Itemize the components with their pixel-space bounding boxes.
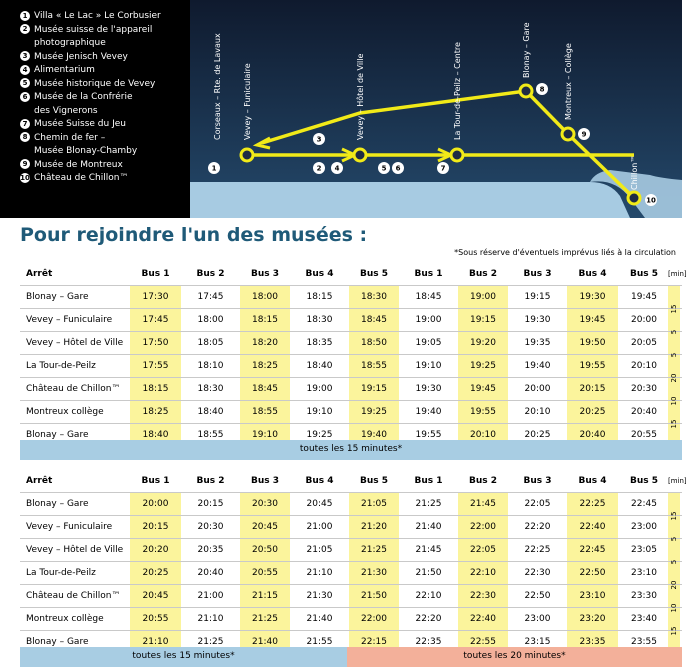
table-row — [20, 373, 682, 400]
departure-time: 19:10 — [252, 430, 278, 440]
departure-time: 19:30 — [415, 384, 442, 394]
departure-time: 21:30 — [361, 568, 387, 578]
departure-time: 21:25 — [252, 614, 278, 624]
departure-time: 18:20 — [252, 338, 278, 348]
legend-label: Musée Jenisch Vevey — [34, 51, 128, 62]
departure-time: 18:45 — [415, 292, 442, 302]
departure-time: 22:45 — [631, 499, 657, 509]
legend-number-badge: 9 — [20, 159, 30, 169]
departure-time: 20:00 — [142, 499, 169, 509]
departure-time: 20:00 — [631, 315, 657, 325]
travel-minutes: 15 — [670, 511, 678, 521]
departure-time: 19:15 — [361, 384, 387, 394]
table-row — [20, 329, 682, 354]
departure-time: 20:45 — [252, 522, 278, 532]
departure-time: 18:55 — [252, 407, 278, 417]
departure-time: 20:50 — [252, 545, 278, 555]
departure-time: 18:30 — [306, 315, 333, 325]
departure-time: 19:00 — [470, 292, 496, 302]
column-header: Bus 2 — [196, 269, 225, 279]
table-row — [20, 304, 682, 331]
column-header: Bus 4 — [305, 269, 334, 279]
departure-time: 22:30 — [470, 591, 496, 601]
stop-name: Château de Chillon™ — [26, 591, 121, 601]
departure-time: 23:00 — [524, 614, 551, 624]
marker-10 — [645, 194, 657, 206]
departure-time: 21:50 — [361, 591, 387, 601]
table-row — [20, 603, 682, 630]
svg-text:9: 9 — [581, 130, 587, 139]
departure-time: 22:10 — [470, 568, 496, 578]
departure-time: 20:30 — [631, 384, 657, 394]
departure-time: 20:30 — [252, 499, 278, 509]
marker-9 — [578, 128, 590, 140]
departure-time: 21:55 — [306, 637, 333, 647]
departure-time: 19:10 — [415, 361, 442, 371]
table-row — [20, 493, 682, 515]
departure-time: 20:55 — [631, 430, 657, 440]
map-label-hotel-de-ville: Vevey – Hôtel de Ville — [356, 53, 365, 140]
legend-item — [20, 145, 137, 158]
svg-text:3: 3 — [316, 135, 322, 144]
departure-time: 17:30 — [142, 292, 169, 302]
departure-time: 21:15 — [252, 591, 278, 601]
stop-name: Blonay – Gare — [26, 637, 89, 647]
departure-time: 19:25 — [470, 361, 496, 371]
departure-time: 22:25 — [524, 545, 551, 555]
departure-time: 21:10 — [306, 568, 333, 578]
departure-time: 22:40 — [470, 614, 496, 624]
column-header: [min] — [668, 477, 687, 485]
frequency-banner-20: toutes les 20 minutes* — [347, 647, 682, 667]
departure-time: 19:45 — [470, 384, 496, 394]
departure-time: 21:45 — [470, 499, 496, 509]
legend-item — [20, 24, 152, 37]
marker-7 — [437, 162, 449, 174]
svg-text:8: 8 — [539, 85, 545, 94]
column-header: Bus 3 — [523, 269, 552, 279]
travel-minutes: 5 — [670, 559, 678, 565]
legend-label: Musée suisse de l'appareil — [34, 24, 153, 35]
departure-time: 20:55 — [252, 568, 278, 578]
legend-number-badge: 7 — [20, 119, 30, 129]
marker-5 — [378, 162, 390, 174]
stop-name: Montreux collège — [26, 614, 104, 624]
departure-time: 19:50 — [579, 338, 606, 348]
legend-item — [20, 78, 155, 91]
departure-time: 18:40 — [306, 361, 333, 371]
legend-number-badge: 3 — [20, 51, 30, 61]
departure-time: 21:30 — [306, 591, 333, 601]
column-header: [min] — [668, 270, 687, 278]
stop-chillon — [628, 192, 640, 204]
legend-label: Château de Chillon™ — [34, 173, 129, 183]
table-row — [20, 511, 682, 538]
traffic-note: *Sous réserve d'éventuels imprévus liés à la circulation — [454, 248, 676, 257]
legend-item — [20, 64, 95, 77]
legend-item — [20, 132, 105, 145]
stop-name: Blonay – Gare — [26, 292, 89, 302]
travel-minutes: 5 — [670, 329, 678, 335]
column-header: Bus 5 — [359, 476, 389, 486]
svg-text:5: 5 — [381, 164, 387, 173]
departure-time: 20:40 — [197, 568, 224, 578]
departure-time: 20:40 — [579, 430, 606, 440]
departure-time: 18:45 — [252, 384, 278, 394]
table-row — [20, 559, 682, 584]
svg-text:2: 2 — [316, 164, 322, 173]
column-header: Bus 5 — [629, 269, 659, 279]
stop-name: Vevey – Hôtel de Ville — [26, 338, 124, 348]
marker-1 — [208, 162, 220, 174]
departure-time: 19:25 — [361, 407, 387, 417]
column-header: Arrêt — [26, 269, 53, 279]
departure-time: 23:05 — [631, 545, 657, 555]
map-label-blonay: Blonay – Gare — [522, 22, 531, 78]
legend-item — [20, 105, 98, 118]
legend-label: Alimentarium — [34, 65, 95, 75]
departure-time: 18:40 — [142, 430, 169, 440]
column-header: Bus 1 — [141, 269, 170, 279]
column-header: Bus 4 — [578, 269, 607, 279]
legend-label: Villa « Le Lac » Le Corbusier — [34, 11, 161, 21]
stop-funiculaire — [241, 149, 253, 161]
column-header: Bus 2 — [468, 476, 498, 486]
legend-label: Musée de Montreux — [34, 159, 123, 170]
departure-time: 21:05 — [361, 499, 387, 509]
legend-number-badge: 2 — [20, 24, 30, 34]
table-row — [20, 352, 682, 377]
lake-shape — [190, 182, 630, 218]
legend-label: Musée de la Confrérie — [34, 92, 133, 102]
legend-item — [20, 37, 106, 50]
departure-time: 19:25 — [306, 430, 333, 440]
departure-time: 22:50 — [524, 591, 551, 601]
departure-time: 19:40 — [524, 361, 551, 371]
stop-montreux — [562, 128, 574, 140]
legend-label: Musée historique de Vevey — [34, 78, 156, 89]
departure-time: 20:40 — [631, 407, 657, 417]
departure-time: 19:20 — [470, 338, 496, 348]
departure-time: 19:45 — [631, 292, 657, 302]
departure-time: 21:40 — [415, 522, 442, 532]
departure-time: 22:05 — [470, 545, 496, 555]
legend-item — [20, 10, 161, 23]
departure-time: 20:15 — [142, 522, 169, 532]
travel-minutes: 15 — [670, 626, 678, 636]
departure-time: 23:55 — [631, 637, 657, 647]
legend-item — [20, 51, 128, 64]
table-header-row — [20, 263, 687, 285]
legend-number-badge: 10 — [20, 173, 30, 182]
departure-time: 20:15 — [197, 499, 224, 509]
column-header: Arrêt — [26, 476, 53, 486]
legend-label: photographique — [34, 38, 106, 48]
departure-time: 21:25 — [197, 637, 224, 647]
departure-time: 20:30 — [197, 522, 224, 532]
stop-name: Vevey – Funiculaire — [26, 522, 113, 532]
departure-time: 20:15 — [579, 384, 606, 394]
svg-text:4: 4 — [334, 164, 340, 173]
travel-minutes: 10 — [670, 603, 678, 613]
departure-time: 21:40 — [252, 637, 278, 647]
departure-time: 19:00 — [306, 384, 333, 394]
travel-minutes: 15 — [670, 419, 678, 429]
departure-time: 18:15 — [306, 292, 333, 302]
legend-label: Musée Suisse du Jeu — [34, 119, 126, 129]
departure-time: 23:30 — [631, 591, 657, 601]
stop-name: La Tour-de-Peilz — [26, 361, 96, 371]
departure-time: 22:05 — [524, 499, 551, 509]
departure-time: 22:55 — [470, 637, 496, 647]
column-header: Bus 3 — [250, 269, 280, 279]
departure-time: 19:40 — [361, 430, 387, 440]
departure-time: 18:35 — [306, 338, 333, 348]
travel-minutes: 20 — [670, 373, 678, 383]
departure-time: 22:10 — [415, 591, 442, 601]
departure-time: 19:15 — [470, 315, 496, 325]
marker-4 — [331, 162, 343, 174]
departure-time: 22:00 — [470, 522, 496, 532]
departure-time: 23:00 — [631, 522, 657, 532]
departure-time: 17:55 — [142, 361, 169, 371]
map-label-funiculaire: Vevey – Funiculaire — [243, 63, 252, 140]
departure-time: 20:20 — [142, 545, 169, 555]
departure-time: 18:50 — [361, 338, 387, 348]
departure-time: 19:35 — [524, 338, 551, 348]
departure-time: 21:00 — [306, 522, 333, 532]
departure-time: 19:15 — [524, 292, 551, 302]
departure-time: 21:20 — [361, 522, 387, 532]
legend-number-badge: 8 — [20, 132, 30, 142]
museum-legend — [0, 0, 190, 218]
table-row — [20, 286, 682, 308]
departure-time: 22:00 — [361, 614, 387, 624]
departure-time: 20:10 — [524, 407, 551, 417]
travel-minutes: 5 — [670, 352, 678, 358]
map-label-corseaux: Corseaux – Rte. de Lavaux — [213, 33, 222, 140]
travel-minutes — [663, 487, 685, 499]
departure-time: 19:30 — [524, 315, 551, 325]
column-header: Bus 3 — [250, 476, 280, 486]
departure-time: 20:25 — [142, 568, 169, 578]
departure-time: 20:45 — [306, 499, 333, 509]
column-header: Bus 1 — [414, 269, 443, 279]
departure-time: 20:00 — [524, 384, 551, 394]
map-label-chillon: Chillon™ — [630, 154, 639, 190]
column-header: Bus 4 — [578, 476, 607, 486]
departure-time: 23:10 — [631, 568, 657, 578]
departure-time: 20:35 — [197, 545, 224, 555]
table-header-row — [20, 470, 687, 492]
departure-time: 22:15 — [361, 637, 387, 647]
departure-time: 18:45 — [361, 315, 387, 325]
departure-time: 23:10 — [579, 591, 606, 601]
legend-item — [20, 172, 128, 185]
departure-time: 18:40 — [197, 407, 224, 417]
table-row — [20, 396, 682, 423]
departure-time: 22:20 — [415, 614, 442, 624]
departure-time: 20:10 — [470, 430, 496, 440]
legend-label: Chemin de fer – — [34, 132, 106, 143]
departure-time: 19:40 — [415, 407, 442, 417]
departure-time: 22:45 — [579, 545, 606, 555]
departure-time: 21:00 — [197, 591, 224, 601]
legend-number-badge: 4 — [20, 65, 30, 75]
legend-label: Musée Blonay-Chamby — [34, 146, 138, 156]
column-header: Bus 2 — [196, 476, 225, 486]
departure-time: 22:50 — [579, 568, 606, 578]
marker-8 — [536, 83, 548, 95]
page-title: Pour rejoindre l'un des musées : — [20, 224, 368, 246]
departure-time: 18:25 — [252, 361, 278, 371]
stop-name: Château de Chillon™ — [26, 384, 121, 394]
departure-time: 18:05 — [197, 338, 224, 348]
column-header: Bus 4 — [305, 476, 334, 486]
departure-time: 19:55 — [579, 361, 606, 371]
departure-time: 19:55 — [415, 430, 442, 440]
departure-time: 18:25 — [142, 407, 169, 417]
departure-time: 20:25 — [524, 430, 551, 440]
departure-time: 19:05 — [415, 338, 442, 348]
departure-time: 22:40 — [579, 522, 606, 532]
departure-time: 21:10 — [142, 637, 169, 647]
svg-text:10: 10 — [646, 196, 656, 205]
departure-time: 18:15 — [142, 384, 169, 394]
travel-minutes: 10 — [670, 396, 678, 406]
svg-text:1: 1 — [211, 164, 217, 173]
departure-time: 21:25 — [361, 545, 387, 555]
departure-time: 20:45 — [142, 591, 169, 601]
column-header: Bus 2 — [468, 269, 498, 279]
legend-label: des Vignerons — [34, 105, 98, 116]
departure-time: 23:40 — [631, 614, 657, 624]
departure-time: 18:10 — [197, 361, 224, 371]
departure-time: 23:15 — [524, 637, 551, 647]
table-row — [20, 580, 682, 607]
departure-time: 18:15 — [252, 315, 278, 325]
departure-time: 22:20 — [524, 522, 551, 532]
departure-time: 20:10 — [631, 361, 657, 371]
route-map-svg — [190, 0, 682, 218]
departure-time: 22:35 — [415, 637, 442, 647]
svg-text:7: 7 — [440, 164, 446, 173]
departure-time: 23:20 — [579, 614, 606, 624]
travel-minutes: 5 — [670, 536, 678, 542]
departure-time: 23:35 — [579, 637, 606, 647]
marker-6 — [392, 162, 404, 174]
departure-time: 21:25 — [415, 499, 442, 509]
departure-time: 21:10 — [197, 614, 224, 624]
departure-time: 18:30 — [361, 292, 387, 302]
departure-time: 22:25 — [579, 499, 606, 509]
departure-time: 17:50 — [142, 338, 169, 348]
frequency-banner-15-evening: toutes les 15 minutes* — [20, 647, 347, 667]
departure-time: 18:55 — [197, 430, 224, 440]
departure-time: 19:10 — [306, 407, 333, 417]
column-header: Bus 1 — [414, 476, 443, 486]
departure-time: 20:05 — [631, 338, 657, 348]
departure-time: 19:45 — [579, 315, 606, 325]
legend-item — [20, 118, 126, 131]
departure-time: 19:55 — [470, 407, 496, 417]
departure-time: 19:30 — [579, 292, 606, 302]
legend-number-badge: 1 — [20, 11, 30, 21]
stop-tour-de-peilz — [451, 149, 463, 161]
map-label-tour-de-peilz: La Tour-de-Peilz – Centre — [453, 42, 462, 140]
departure-time: 17:45 — [142, 315, 169, 325]
stop-blonay — [520, 85, 532, 97]
legend-item — [20, 159, 123, 172]
travel-minutes: 20 — [670, 580, 678, 590]
legend-item — [20, 91, 133, 104]
map-label-montreux: Montreux – Collège — [564, 43, 573, 120]
column-header: Bus 5 — [359, 269, 389, 279]
marker-2 — [313, 162, 325, 174]
departure-time: 21:40 — [306, 614, 333, 624]
legend-number-badge: 5 — [20, 78, 30, 88]
stop-name: Blonay – Gare — [26, 499, 89, 509]
column-header: Bus 3 — [523, 476, 552, 486]
departure-time: 18:30 — [197, 384, 224, 394]
departure-time: 20:55 — [142, 614, 169, 624]
departure-time: 21:50 — [415, 568, 442, 578]
stop-name: Montreux collège — [26, 407, 104, 417]
departure-time: 20:25 — [579, 407, 606, 417]
svg-text:6: 6 — [395, 164, 401, 173]
stop-name: Vevey – Funiculaire — [26, 315, 113, 325]
departure-time: 17:45 — [197, 292, 224, 302]
legend-number-badge: 6 — [20, 92, 30, 102]
travel-minutes — [663, 280, 685, 292]
stop-name: La Tour-de-Peilz — [26, 568, 96, 578]
stop-name: Blonay – Gare — [26, 430, 89, 440]
stop-name: Vevey – Hôtel de Ville — [26, 545, 124, 555]
table-row — [20, 536, 682, 561]
column-header: Bus 1 — [141, 476, 170, 486]
column-header: Bus 5 — [629, 476, 659, 486]
marker-3 — [313, 133, 325, 145]
frequency-banner-15: toutes les 15 minutes* — [20, 440, 682, 460]
departure-time: 18:00 — [252, 292, 278, 302]
departure-time: 21:45 — [415, 545, 442, 555]
departure-time: 18:00 — [197, 315, 224, 325]
route-map — [190, 0, 682, 218]
stop-hotel-de-ville — [354, 149, 366, 161]
departure-time: 18:55 — [361, 361, 387, 371]
travel-minutes: 15 — [670, 304, 678, 314]
departure-time: 21:05 — [306, 545, 333, 555]
departure-time: 19:00 — [415, 315, 442, 325]
departure-time: 22:30 — [524, 568, 551, 578]
